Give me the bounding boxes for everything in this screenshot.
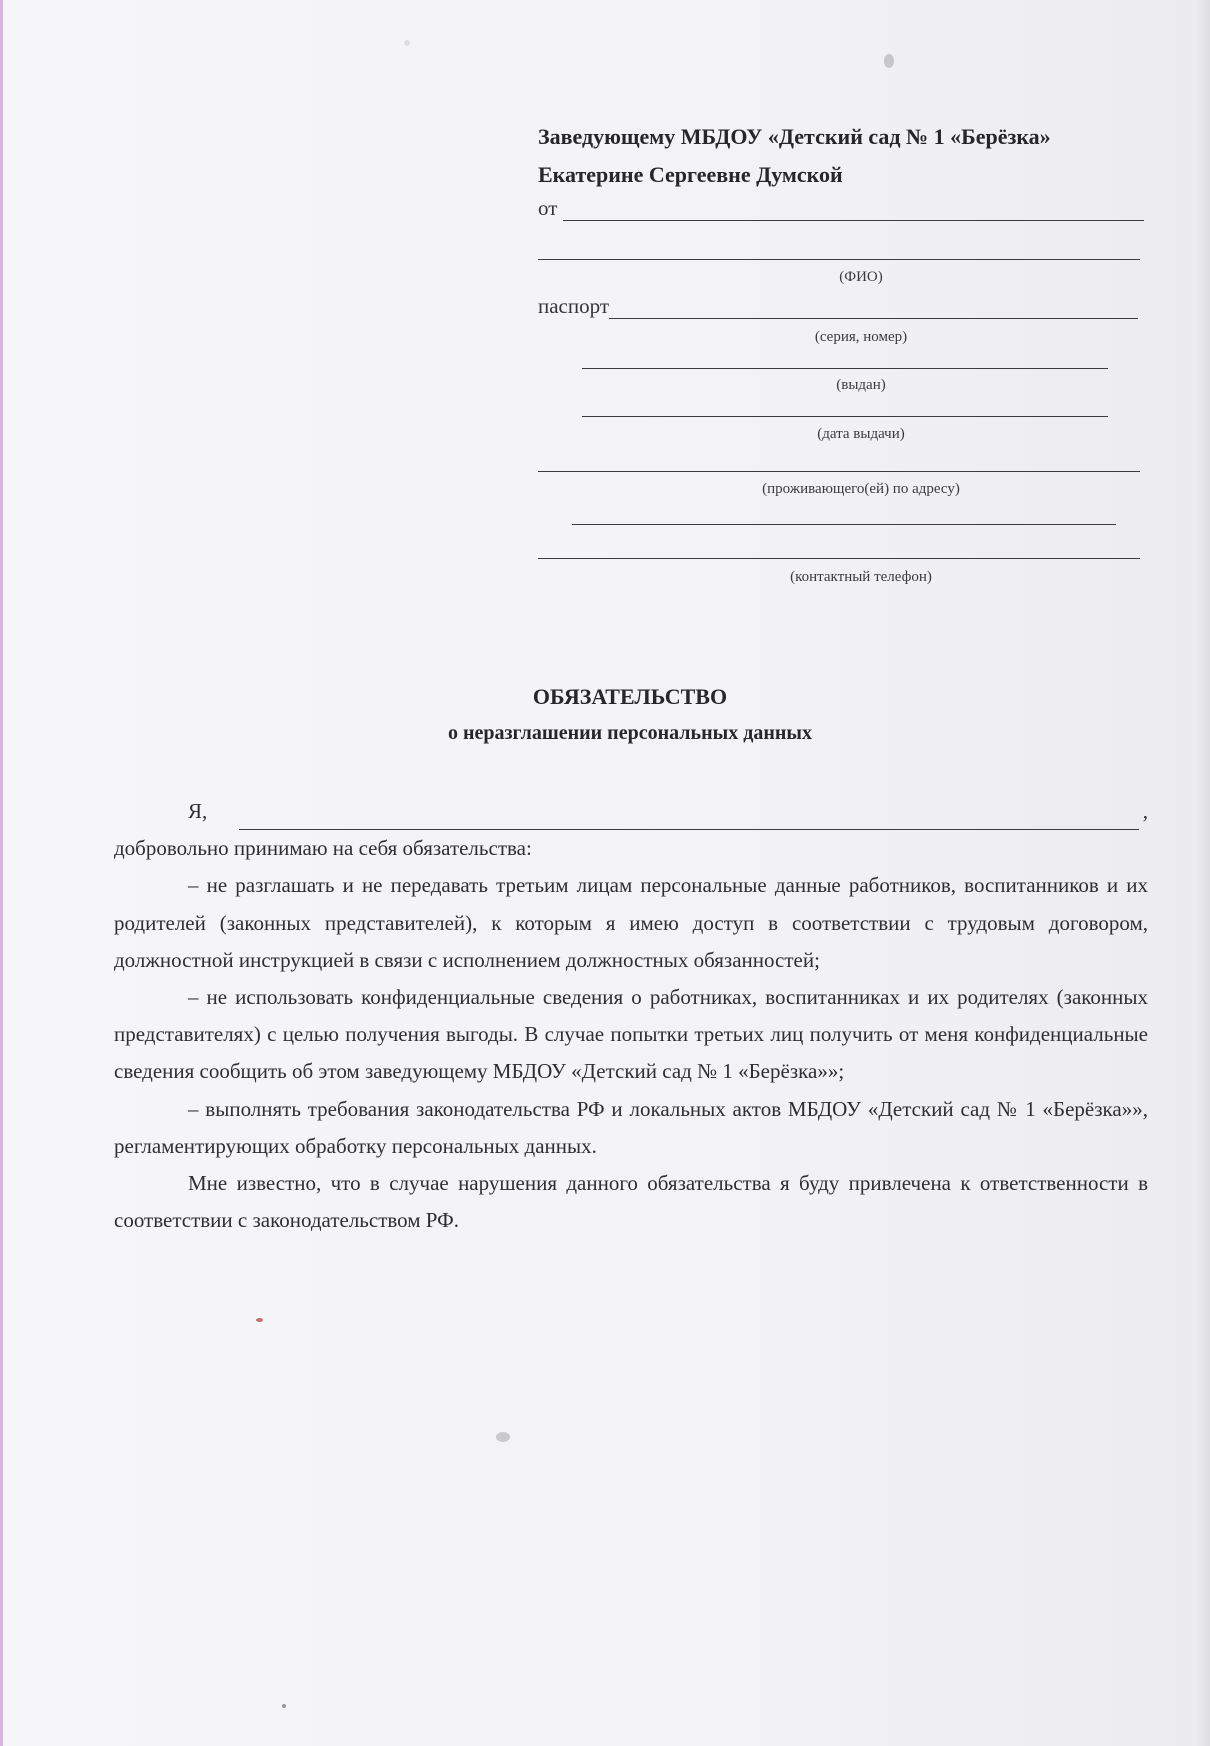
page-edge-left bbox=[0, 0, 3, 1746]
scan-speck bbox=[404, 40, 410, 46]
issue-date-field-line[interactable] bbox=[582, 415, 1108, 417]
signer-row bbox=[114, 793, 1148, 830]
addressee-block bbox=[538, 118, 1144, 586]
fio-caption: (ФИО) bbox=[839, 269, 883, 285]
page-edge-right bbox=[1196, 0, 1210, 1746]
passport-field[interactable] bbox=[609, 298, 1138, 319]
addressee-line-2: Екатерине Сергеевне Думской bbox=[538, 162, 843, 187]
document-body bbox=[114, 793, 1148, 1239]
ya-comma: , bbox=[1142, 799, 1148, 823]
passport-label: паспорт bbox=[538, 294, 610, 318]
address-caption: (проживающего(ей) по адресу) bbox=[762, 481, 960, 497]
passport-row bbox=[538, 294, 1138, 319]
intro-text: добровольно принимаю на себя обязательства: bbox=[114, 836, 532, 861]
obligation-item-2: – не использовать конфиденциальные сведения о работниках, воспитанниках и их родителях (законных представителях) с целью получения выгоды. В случае попытки третьих лиц получить от меня конфиденциальные сведения сообщить об этом заведующему МБДОУ «Детский сад № 1 «Берёзка»»; bbox=[114, 985, 1148, 1084]
phone-field-line[interactable] bbox=[538, 557, 1140, 559]
obligation-item-3: – выполнять требования законодательства РФ и локальных актов МБДОУ «Детский сад № 1 «Берёзка»», регламентирующих обработку персональных данных. bbox=[114, 1096, 1148, 1158]
scan-speck bbox=[256, 1318, 263, 1322]
ya-label: Я, bbox=[188, 799, 208, 823]
fio-field-line[interactable] bbox=[538, 258, 1140, 260]
addressee-line-1: Заведующему МБДОУ «Детский сад № 1 «Берёзка» bbox=[538, 124, 1051, 149]
document-title: ОБЯЗАТЕЛЬСТВО bbox=[532, 684, 728, 709]
issued-caption: (выдан) bbox=[836, 377, 886, 393]
scan-speck bbox=[282, 1704, 286, 1708]
scan-speck bbox=[496, 1432, 510, 1442]
closing-text: Мне известно, что в случае нарушения данного обязательства я буду привлечена к ответственности в соответствии с законодательством РФ. bbox=[114, 1171, 1148, 1233]
issue-date-caption: (дата выдачи) bbox=[817, 426, 905, 442]
issued-field-line[interactable] bbox=[582, 367, 1108, 369]
phone-caption: (контактный телефон) bbox=[790, 569, 932, 585]
scan-speck bbox=[884, 54, 894, 68]
signer-name-field[interactable] bbox=[239, 809, 1138, 830]
document-subtitle: о неразглашении персональных данных bbox=[448, 722, 812, 744]
obligation-item-1: – не разглашать и не передавать третьим лицам персональные данные работников, воспитанников и их родителей (законных представителей), к которым я имею доступ в соответствии с трудовым договором, должностной инструкцией в связи с исполнением должностных обязанностей; bbox=[114, 873, 1148, 972]
from-field[interactable] bbox=[563, 200, 1144, 221]
from-label: от bbox=[538, 196, 558, 220]
series-caption: (серия, номер) bbox=[814, 329, 908, 345]
address-field-line[interactable] bbox=[538, 470, 1140, 472]
address-field-line-2[interactable] bbox=[572, 523, 1116, 525]
from-row bbox=[538, 196, 1144, 221]
